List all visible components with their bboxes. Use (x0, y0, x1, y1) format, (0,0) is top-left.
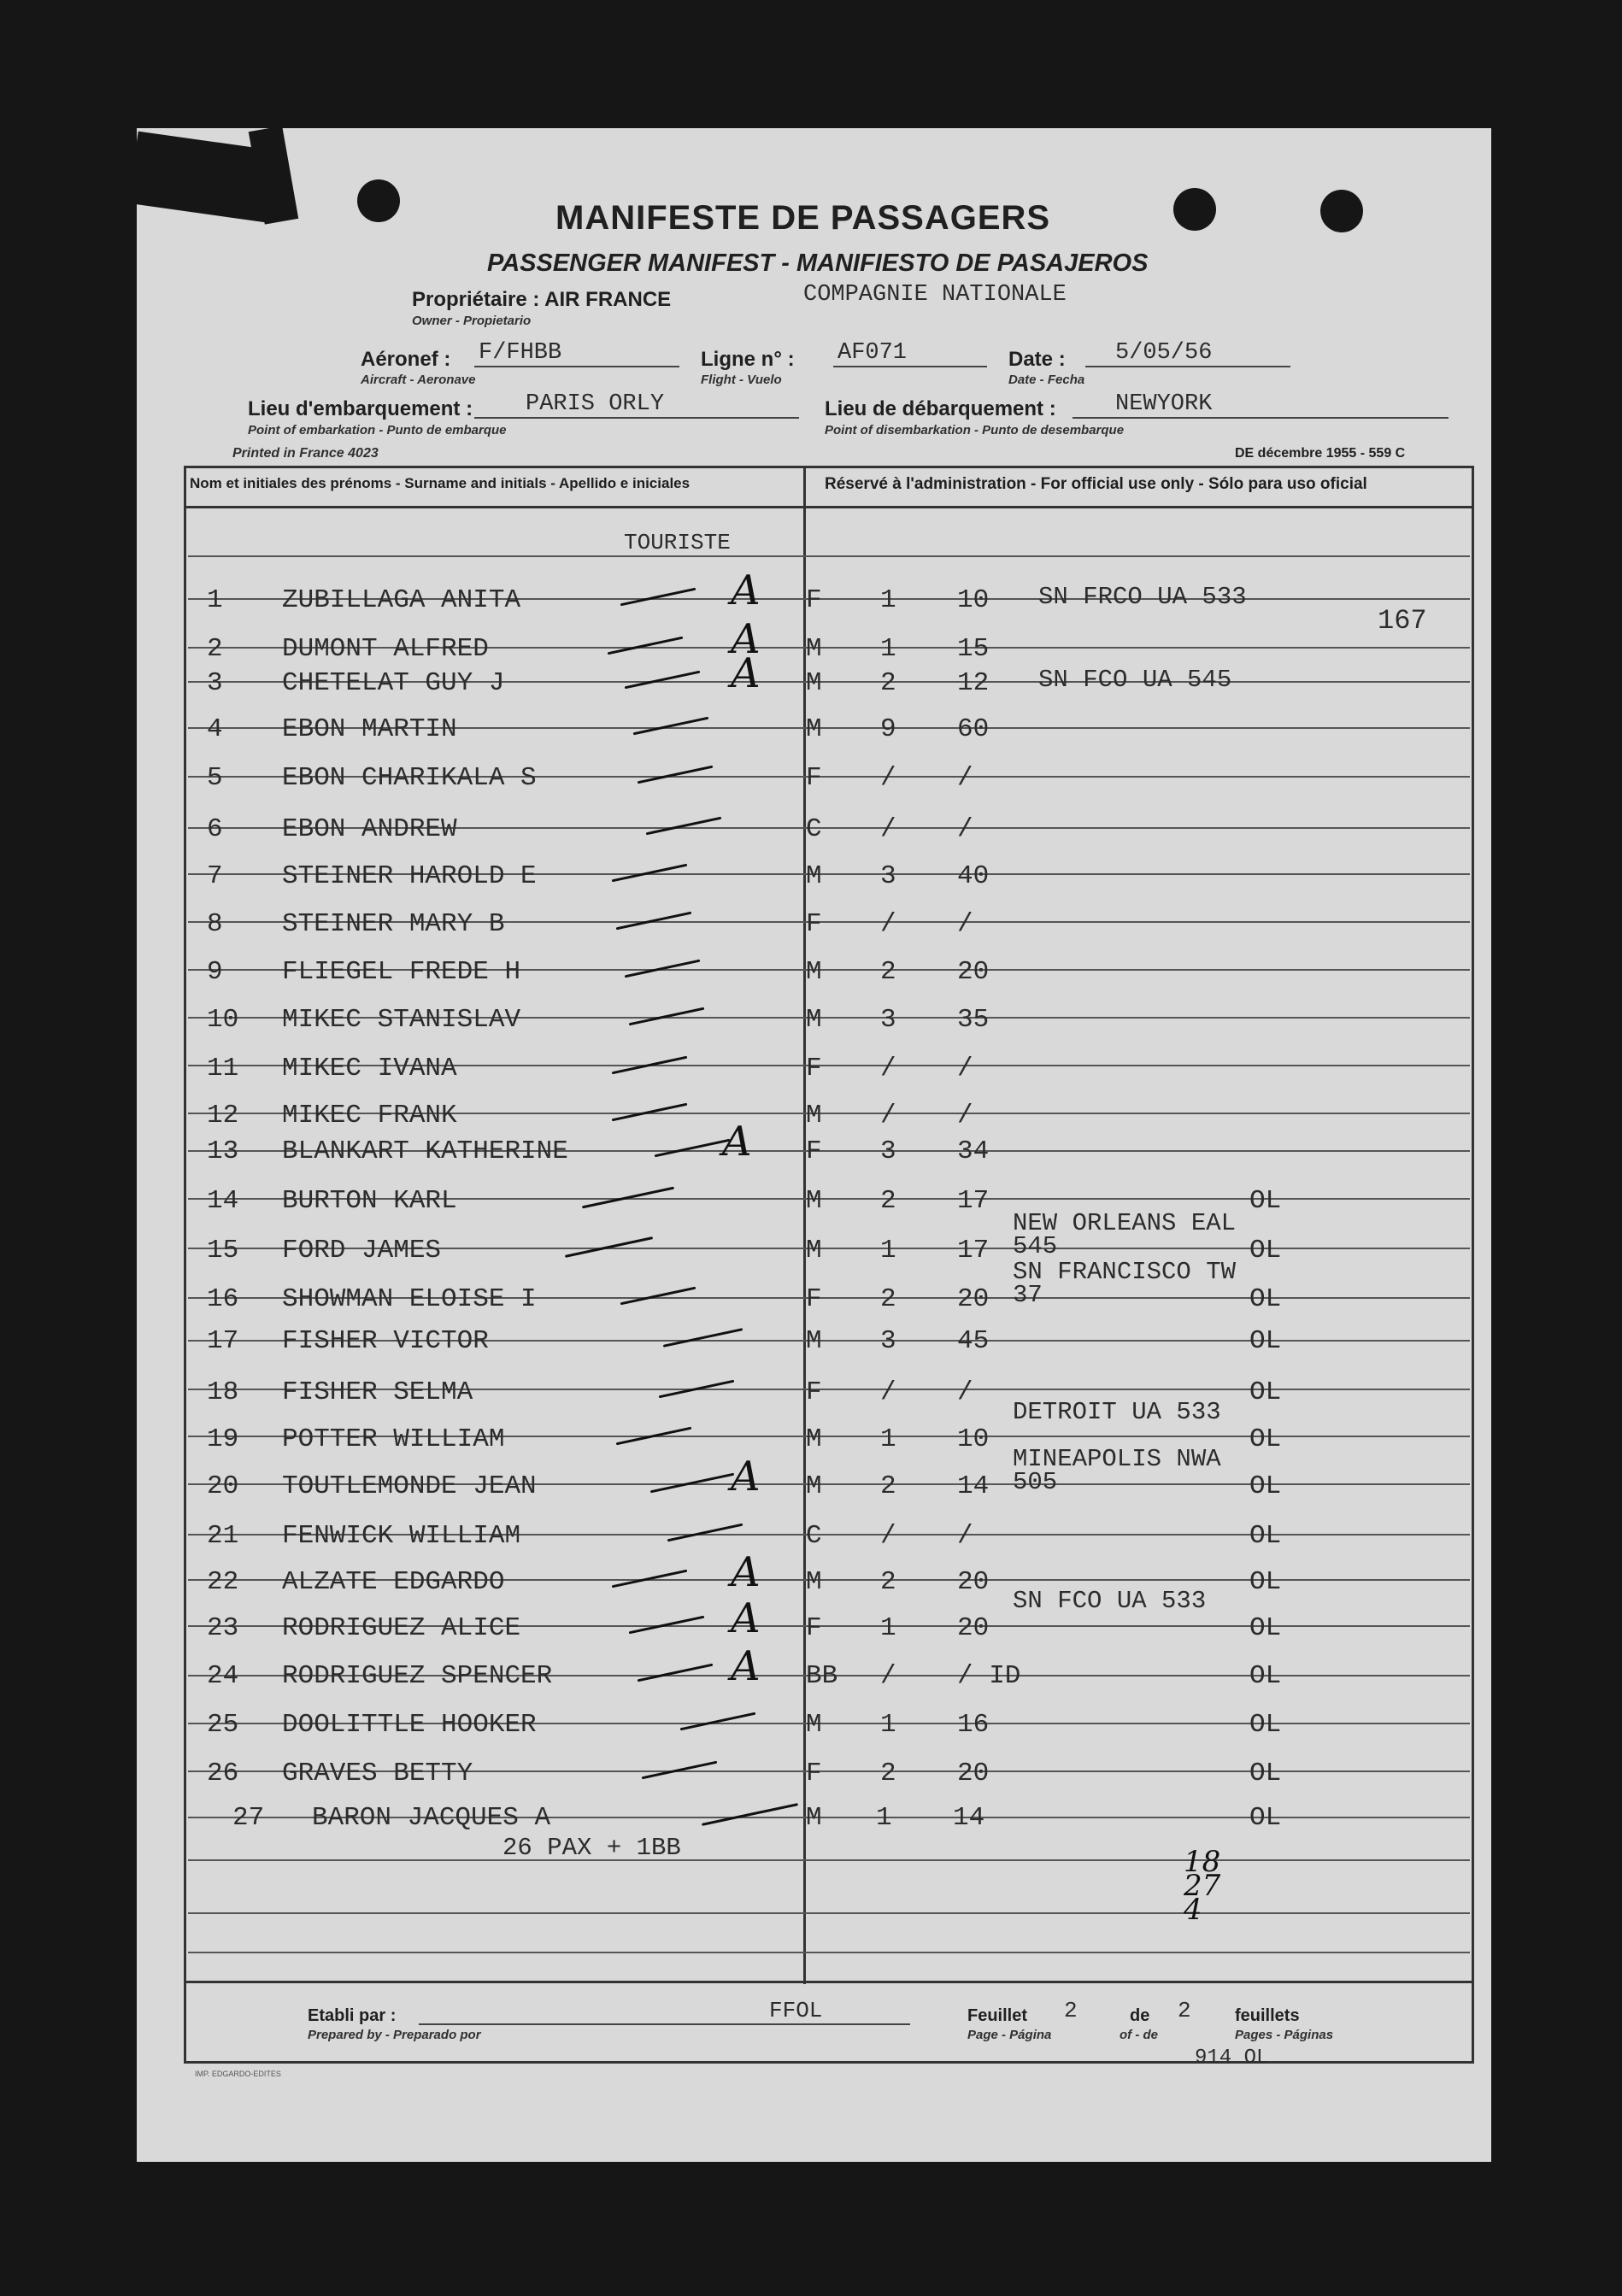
ol-code: OL (1249, 1567, 1282, 1597)
page-sub: Page - Página (967, 2028, 1052, 2042)
passenger-sex: F (806, 1284, 822, 1314)
passenger-name: RODRIGUEZ SPENCER (282, 1661, 553, 1691)
column-admin-header: Réservé à l'administration - For official use only - Sólo para uso oficial (825, 475, 1367, 493)
of-label: de (1130, 2006, 1150, 2025)
passenger-count: / (880, 763, 896, 793)
passenger-weight: 20 (957, 1759, 990, 1788)
table-footer-line (186, 1981, 1472, 1983)
handwritten-margin-note: 18 27 4 (1184, 1845, 1221, 1927)
form-code: DE décembre 1955 - 559 C (1235, 446, 1406, 461)
of-sub: of - de (1120, 2028, 1158, 2042)
passenger-weight: / (957, 1101, 973, 1130)
prepared-value: FFOL (769, 1998, 823, 2023)
routing-note: NEW ORLEANS EAL 545 (1013, 1209, 1237, 1260)
embark-label: Lieu d'embarquement : (248, 397, 473, 420)
row-rule (188, 1859, 1470, 1861)
passenger-name: POTTER WILLIAM (282, 1424, 505, 1454)
row-number: 7 (207, 861, 223, 891)
passenger-sex: M (806, 1326, 822, 1356)
passenger-count: 1 (880, 1236, 896, 1265)
row-number: 19 (207, 1424, 239, 1454)
passenger-weight: 34 (957, 1136, 990, 1166)
manifest-subtitle: PASSENGER MANIFEST - MANIFIESTO DE PASAJEROS (487, 250, 1149, 277)
routing-note: MINEAPOLIS NWA 505 (1013, 1445, 1221, 1496)
passenger-weight: / (957, 814, 973, 844)
passenger-sex: M (806, 634, 822, 664)
passenger-sex: M (806, 1471, 822, 1501)
passenger-weight: 20 (957, 957, 990, 987)
ol-code: OL (1249, 1759, 1282, 1788)
ol-code: OL (1249, 1377, 1282, 1407)
ol-code: OL (1249, 1803, 1282, 1833)
passenger-sex: M (806, 1803, 822, 1833)
row-number: 25 (207, 1710, 239, 1740)
passenger-count: 1 (880, 634, 896, 664)
page-reference: 167 (1378, 605, 1427, 637)
aircraft-value: F/FHBB (479, 340, 562, 366)
passenger-name: MIKEC STANISLAV (282, 1005, 521, 1035)
passenger-count: / (880, 1661, 896, 1691)
passenger-count: 2 (880, 957, 896, 987)
passenger-weight: / ID (957, 1661, 1021, 1691)
pages-sub: Pages - Páginas (1235, 2028, 1334, 2042)
passenger-count: 1 (880, 1424, 896, 1454)
passenger-sex: M (806, 668, 822, 698)
ol-code: OL (1249, 1186, 1282, 1216)
passenger-count: 2 (880, 1567, 896, 1597)
passenger-weight: 20 (957, 1284, 990, 1314)
passenger-count: / (880, 1054, 896, 1083)
page-total: 2 (1178, 1998, 1191, 2023)
row-number: 16 (207, 1284, 239, 1314)
row-number: 11 (207, 1054, 239, 1083)
row-number: 6 (207, 814, 223, 844)
ol-code: OL (1249, 1471, 1282, 1501)
passenger-name: ALZATE EDGARDO (282, 1567, 505, 1597)
row-number: 23 (207, 1613, 239, 1643)
printed-note: Printed in France 4023 (232, 446, 379, 461)
class-label: TOURISTE (624, 530, 731, 555)
passenger-name: RODRIGUEZ ALICE (282, 1613, 521, 1643)
row-number: 26 (207, 1759, 239, 1788)
passenger-weight: / (957, 763, 973, 793)
date-underline (1085, 366, 1290, 367)
row-number: 24 (207, 1661, 239, 1691)
embark-underline (474, 417, 799, 419)
passenger-name: EBON CHARIKALA S (282, 763, 537, 793)
row-number: 21 (207, 1521, 239, 1551)
prepared-underline (419, 2023, 910, 2025)
passenger-sex: F (806, 1054, 822, 1083)
passenger-sex: M (806, 1186, 822, 1216)
passenger-count: 3 (880, 1326, 896, 1356)
passenger-weight: / (957, 1054, 973, 1083)
owner-sub: Owner - Propietario (412, 314, 532, 328)
passenger-count: 2 (880, 1186, 896, 1216)
row-rule (188, 1912, 1470, 1914)
manifest-title: MANIFESTE DE PASSAGERS (555, 199, 1051, 237)
page-number: 2 (1064, 1998, 1078, 2023)
passenger-count: 1 (880, 1613, 896, 1643)
routing-note: SN FRANCISCO TW 37 (1013, 1258, 1237, 1309)
row-number: 20 (207, 1471, 239, 1501)
passenger-sex: M (806, 1101, 822, 1130)
handwritten-mark: A (731, 615, 761, 663)
column-names-header: Nom et initiales des prénoms - Surname and initials - Apellido e iniciales (190, 475, 691, 491)
passenger-count: 3 (880, 1136, 896, 1166)
passenger-name: EBON MARTIN (282, 714, 457, 744)
passenger-count: 2 (880, 1759, 896, 1788)
row-number: 12 (207, 1101, 239, 1130)
passenger-count: 2 (880, 1471, 896, 1501)
passenger-name: MIKEC IVANA (282, 1054, 457, 1083)
ol-code: OL (1249, 1661, 1282, 1691)
passenger-weight: 10 (957, 1424, 990, 1454)
passenger-sex: F (806, 1613, 822, 1643)
disembark-underline (1073, 417, 1449, 419)
passenger-sex: BB (806, 1661, 838, 1691)
passenger-count: 3 (880, 1005, 896, 1035)
disembark-value: NEWYORK (1115, 391, 1213, 417)
handwritten-mark: A (731, 1548, 761, 1596)
passenger-name: BLANKART KATHERINE (282, 1136, 568, 1166)
row-number: 8 (207, 909, 223, 939)
row-number: 5 (207, 763, 223, 793)
passenger-count: 1 (880, 1710, 896, 1740)
routing-note: SN FRCO UA 533 (1038, 583, 1247, 611)
embark-sub: Point of embarkation - Punto de embarque (248, 423, 507, 437)
passenger-name: TOUTLEMONDE JEAN (282, 1471, 537, 1501)
date-sub: Date - Fecha (1008, 373, 1085, 387)
passenger-sex: F (806, 1136, 822, 1166)
passenger-weight: 12 (957, 668, 990, 698)
row-number: 27 (232, 1803, 265, 1833)
passenger-name: FENWICK WILLIAM (282, 1521, 521, 1551)
passenger-weight: 35 (957, 1005, 990, 1035)
row-number: 9 (207, 957, 223, 987)
passenger-weight: 14 (957, 1471, 990, 1501)
prepared-label: Etabli par : (308, 2006, 397, 2025)
row-number: 3 (207, 668, 223, 698)
passenger-weight: 20 (957, 1613, 990, 1643)
disembark-sub: Point of disembarkation - Punto de desembarque (825, 423, 1125, 437)
routing-note: DETROIT UA 533 (1013, 1398, 1221, 1426)
passenger-sex: M (806, 1424, 822, 1454)
punch-hole-middle (1173, 188, 1216, 231)
passenger-sex: F (806, 585, 822, 615)
passenger-count: / (880, 909, 896, 939)
passenger-name: DUMONT ALFRED (282, 634, 489, 664)
passenger-name: BURTON KARL (282, 1186, 457, 1216)
passenger-weight: / (957, 1377, 973, 1407)
row-number: 2 (207, 634, 223, 664)
passenger-weight: 17 (957, 1186, 990, 1216)
handwritten-mark: A (722, 1118, 752, 1166)
handwritten-mark: A (731, 567, 761, 614)
passenger-sex: M (806, 1710, 822, 1740)
date-label: Date : (1008, 348, 1066, 371)
passenger-count: 2 (880, 668, 896, 698)
passenger-name: GRAVES BETTY (282, 1759, 473, 1788)
passenger-name: SHOWMAN ELOISE I (282, 1284, 537, 1314)
passenger-weight: 40 (957, 861, 990, 891)
flight-value: AF071 (837, 340, 908, 366)
passenger-sex: F (806, 1759, 822, 1788)
passenger-count: / (880, 1101, 896, 1130)
flight-underline (833, 366, 987, 367)
flight-sub: Flight - Vuelo (701, 373, 782, 387)
passenger-count: 1 (876, 1803, 892, 1833)
row-rule (188, 555, 1470, 557)
passenger-weight: 17 (957, 1236, 990, 1265)
passenger-name: FLIEGEL FREDE H (282, 957, 521, 987)
passenger-weight: 10 (957, 585, 990, 615)
passenger-count: / (880, 1377, 896, 1407)
date-value: 5/05/56 (1115, 340, 1213, 366)
row-number: 18 (207, 1377, 239, 1407)
ol-code: OL (1249, 1710, 1282, 1740)
ol-code: OL (1249, 1284, 1282, 1314)
passenger-weight: / (957, 909, 973, 939)
passenger-name: STEINER MARY B (282, 909, 505, 939)
passenger-name: MIKEC FRANK (282, 1101, 457, 1130)
handwritten-mark: A (731, 1453, 761, 1500)
passenger-sex: F (806, 1377, 822, 1407)
flight-label: Ligne n° : (701, 348, 795, 371)
passenger-sex: F (806, 909, 822, 939)
passenger-weight: 16 (957, 1710, 990, 1740)
handwritten-mark: A (731, 1594, 761, 1642)
passenger-name: FORD JAMES (282, 1236, 442, 1265)
passenger-weight: 14 (953, 1803, 985, 1833)
routing-note: SN FCO UA 533 (1013, 1587, 1207, 1615)
passenger-sex: C (806, 1521, 822, 1551)
handwritten-mark: A (731, 649, 761, 697)
owner-value: COMPAGNIE NATIONALE (803, 282, 1067, 308)
row-number: 15 (207, 1236, 239, 1265)
passenger-sex: M (806, 957, 822, 987)
passenger-sex: M (806, 1567, 822, 1597)
aircraft-sub: Aircraft - Aeronave (361, 373, 476, 387)
row-number: 22 (207, 1567, 239, 1597)
row-number: 10 (207, 1005, 239, 1035)
passenger-sex: M (806, 1005, 822, 1035)
handwritten-mark: A (731, 1642, 761, 1690)
total-passengers: 26 PAX + 1BB (502, 1834, 681, 1862)
passenger-weight: 20 (957, 1567, 990, 1597)
owner-label: Propriétaire : AIR FRANCE (412, 288, 672, 311)
ol-code: OL (1249, 1424, 1282, 1454)
passenger-count: 2 (880, 1284, 896, 1314)
row-number: 4 (207, 714, 223, 744)
passenger-sex: F (806, 763, 822, 793)
passenger-name: DOOLITTLE HOOKER (282, 1710, 537, 1740)
passenger-name: FISHER VICTOR (282, 1326, 489, 1356)
passenger-name: FISHER SELMA (282, 1377, 473, 1407)
ol-code: OL (1249, 1613, 1282, 1643)
passenger-name: ZUBILLAGA ANITA (282, 585, 521, 615)
row-number: 13 (207, 1136, 239, 1166)
passenger-name: CHETELAT GUY J (282, 668, 505, 698)
embark-value: PARIS ORLY (526, 391, 665, 417)
aircraft-underline (474, 366, 679, 367)
passenger-name: STEINER HAROLD E (282, 861, 537, 891)
row-number: 17 (207, 1326, 239, 1356)
passenger-weight: 60 (957, 714, 990, 744)
passenger-sex: M (806, 861, 822, 891)
ol-code: OL (1249, 1236, 1282, 1265)
passenger-weight: / (957, 1521, 973, 1551)
passenger-name: EBON ANDREW (282, 814, 457, 844)
passenger-count: 1 (880, 585, 896, 615)
passenger-count: / (880, 1521, 896, 1551)
page-label: Feuillet (967, 2006, 1028, 2025)
imprint: IMP. EDGARDO-EDITES (195, 2070, 281, 2078)
passenger-sex: M (806, 1236, 822, 1265)
passenger-weight: 45 (957, 1326, 990, 1356)
passenger-count: / (880, 814, 896, 844)
ol-code: OL (1249, 1326, 1282, 1356)
punch-hole-left (357, 179, 400, 222)
punch-hole-right (1320, 190, 1363, 232)
row-number: 1 (207, 585, 223, 615)
passenger-sex: M (806, 714, 822, 744)
prepared-sub: Prepared by - Preparado por (308, 2028, 481, 2042)
passenger-weight: 15 (957, 634, 990, 664)
ol-code: OL (1249, 1521, 1282, 1551)
disembark-label: Lieu de débarquement : (825, 397, 1056, 420)
aircraft-label: Aéronef : (361, 348, 451, 371)
passenger-name: BARON JACQUES A (312, 1803, 551, 1833)
footer-code: 914 OL (1195, 2046, 1269, 2070)
table-header-line (186, 506, 1472, 508)
passenger-count: 3 (880, 861, 896, 891)
pages-label: feuillets (1235, 2006, 1300, 2025)
row-rule (188, 1952, 1470, 1953)
passenger-sex: C (806, 814, 822, 844)
routing-note: SN FCO UA 545 (1038, 666, 1232, 694)
row-number: 14 (207, 1186, 239, 1216)
passenger-count: 9 (880, 714, 896, 744)
